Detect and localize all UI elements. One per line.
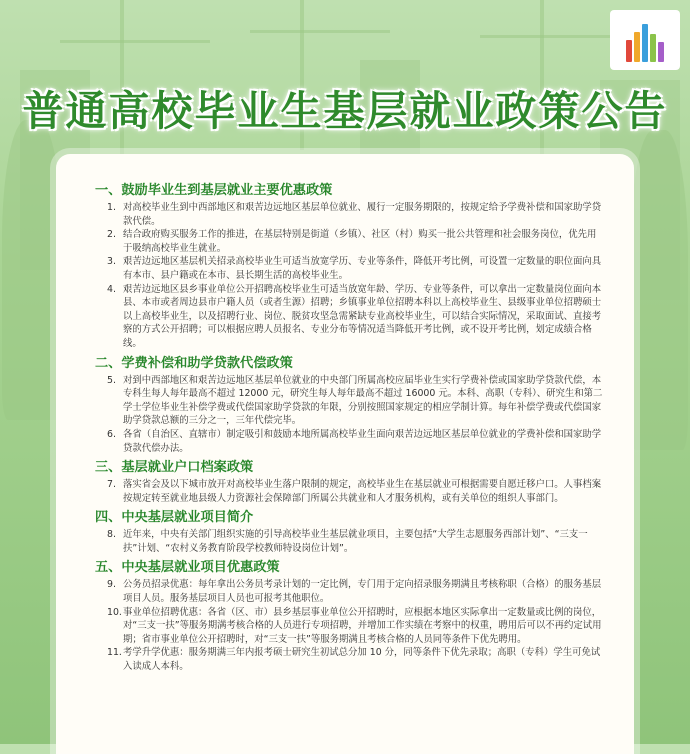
item-text: 各省（自治区、直辖市）制定吸引和鼓励本地所属高校毕业生面向艰苦边远地区基层单位就业的学费补偿和国家助学贷款代偿办法。 (123, 428, 602, 454)
list-item (107, 283, 605, 351)
item-number: 3. (107, 256, 116, 268)
item-text: 落实省会及以下城市放开对高校毕业生落户限制的规定，高校毕业生在基层就业可根据需要自愿迁移户口。人事档案按规定转至就业地县级人力资源社会保障部门所属公共就业和人才服务机构，或有关单位的组织人事部门。 (123, 479, 602, 504)
logo-icon (610, 10, 680, 70)
item-text: 对到中西部地区和艰苦边远地区基层单位就业的中央部门所属高校应届毕业生实行学费补偿或国家助学贷款代偿，本专科生每人每年最高不超过 12000 元，研究生每人每年最高不超过 16000 元。本科、高职（专科）、研究生和第二学士学位毕业生补偿学费或代偿国家助学贷款的年限，分别按照国家规定的相应学制计算。每年补偿学费或代偿国家助学贷款总额的三分之一，三年代偿完毕。 (123, 374, 603, 427)
item-number: 6. (107, 428, 116, 440)
item-number: 5. (107, 374, 116, 386)
item-number: 1. (107, 202, 116, 213)
section-heading: 四、中央基层就业项目简介 (95, 510, 254, 526)
notice-content (95, 182, 605, 678)
section-heading: 二、学费补偿和助学贷款代偿政策 (95, 355, 293, 371)
list-item (107, 578, 605, 605)
policy-section (95, 559, 605, 673)
list-item (107, 606, 605, 647)
item-text: 考学升学优惠：服务期满三年内报考硕士研究生初试总分加 10 分，同等条件下优先录取；高职（专科）学生可免试入读成人本科。 (123, 647, 601, 673)
item-text: 公务员招录优惠：每年拿出公务员考录计划的一定比例，专门用于定向招录服务期满且考核称职（合格）的服务基层项目人员。服务基层项目人员也可报考其他职位。 (123, 579, 602, 605)
list-item (107, 646, 605, 673)
item-text: 结合政府购买服务工作的推进，在基层特别是街道（乡镇）、社区（村）购买一批公共管理和社会服务岗位，优先用于吸纳高校毕业生就业。 (123, 229, 597, 254)
item-text: 对高校毕业生到中西部地区和艰苦边远地区基层单位就业、履行一定服务期限的，按规定给予学费补偿和国家助学贷款代偿。 (123, 202, 602, 227)
list-item (107, 228, 605, 255)
item-number: 8. (107, 529, 116, 541)
policy-section (95, 459, 605, 505)
item-number: 7. (107, 479, 116, 491)
list-item (107, 255, 605, 282)
policy-section (95, 182, 605, 351)
page-title: 普通高校毕业生基层就业政策公告 (22, 87, 668, 135)
list-item (107, 478, 605, 505)
list-item (107, 428, 605, 455)
item-number: 9. (107, 579, 116, 591)
item-text: 事业单位招聘优惠：各省（区、市）县乡基层事业单位公开招聘时，应根据本地区实际拿出一定数量或比例的岗位，对“三支一扶”等服务期满考核合格的人员进行专项招聘，并增加工作实绩在考察中的权重，聘用后可以不再约定试用期；省市事业单位公开招聘时，对“三支一扶”等服务期满且考核合格的人员同等条件下优先聘用。 (123, 606, 602, 645)
item-number: 2. (107, 229, 116, 241)
section-heading: 五、中央基层就业项目优惠政策 (95, 560, 280, 576)
item-text: 艰苦边远地区县乡事业单位公开招聘高校毕业生可适当放宽年龄、学历、专业等条件，可以拿出一定数量岗位面向本县、本市或者周边县市户籍人员（或者生源）招聘；乡镇事业单位招聘本科以上高校毕业生、县级事业单位招聘硕士以上高校毕业生，以及招聘行业、岗位、脱贫攻坚急需紧缺专业高校毕业生，可以结合实际情况，采取面试、直接考察的方式公开招聘；可以根据应聘人员报名、专业分布等情况适当降低开考比例，或不设开考比例，划定成绩合格线。 (123, 283, 602, 349)
item-text: 艰苦边远地区基层机关招录高校毕业生可适当放宽学历、专业等条件，降低开考比例，可设置一定数量的职位面向具有本市、县户籍或在本市、县长期生活的高校毕业生。 (123, 256, 602, 281)
section-heading: 一、鼓励毕业生到基层就业主要优惠政策 (95, 183, 333, 198)
section-heading: 三、基层就业户口档案政策 (95, 460, 254, 476)
item-number: 4. (107, 283, 116, 295)
list-item (107, 528, 605, 555)
item-number: 11. (107, 647, 122, 659)
policy-section (95, 355, 605, 456)
list-item (107, 374, 605, 428)
item-number: 10. (107, 606, 122, 618)
policy-section (95, 509, 605, 555)
item-text: 近年来，中央有关部门组织实施的引导高校毕业生基层就业项目，主要包括“大学生志愿服务西部计划”、“三支一扶”计划、“农村义务教育阶段学校教师特设岗位计划”。 (123, 529, 588, 554)
list-item (107, 201, 605, 228)
